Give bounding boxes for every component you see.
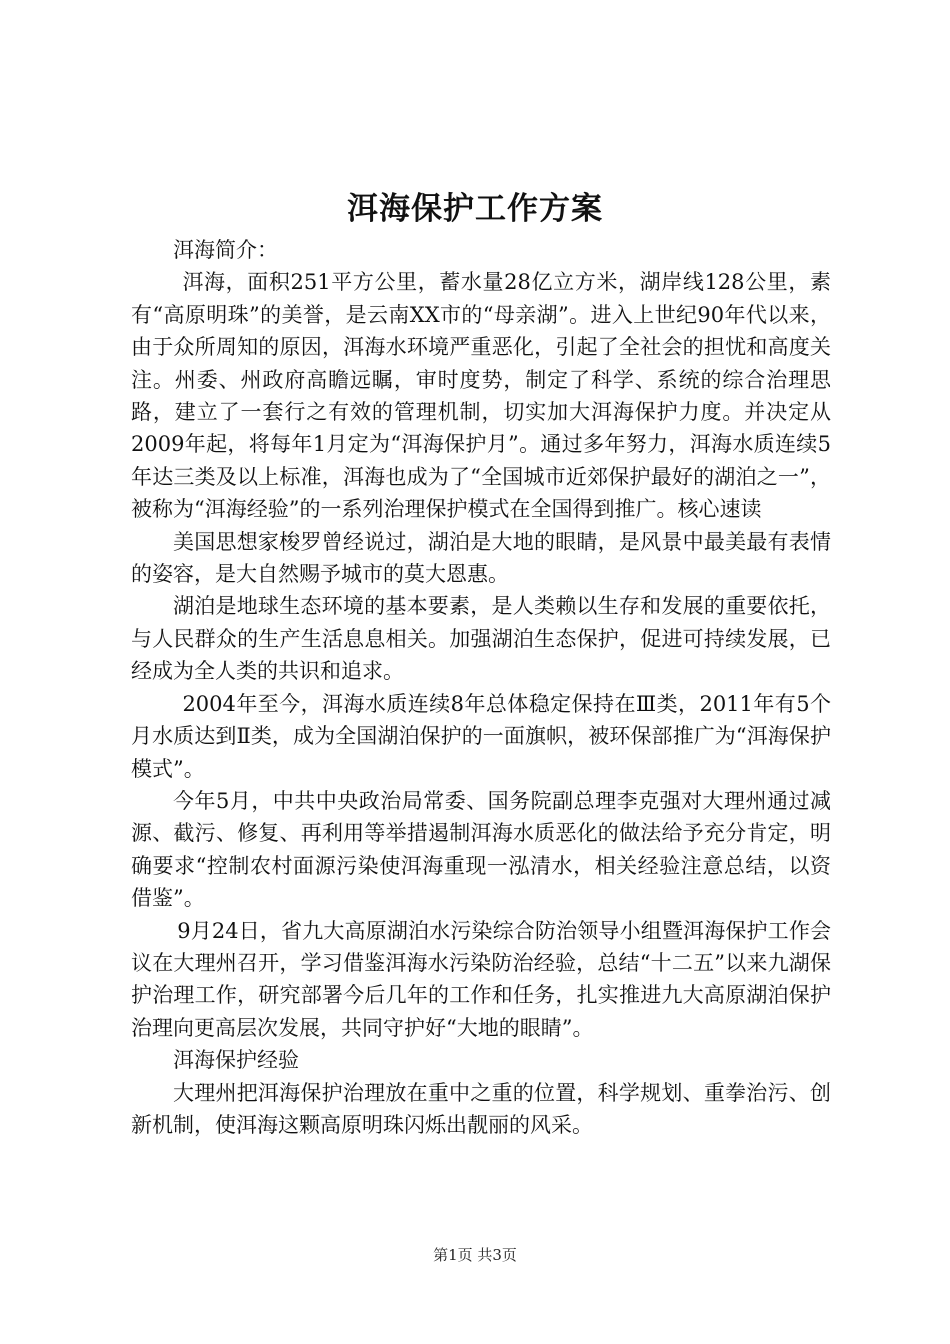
paragraph-intro: 洱海，面积251平方公里，蓄水量28亿立方米，湖岸线128公里，素有“高原明珠”的美誉，是云南XX市的“母亲湖”。进入上世纪90年代以来，由于众所周知的原因，洱海水环境严重恶化，引起了全社会的担忧和高度关注。州委、州政府高瞻远瞩，审时度势，制定了科学、系统的综合治理思路，建立了一套行之有效的管理机制，切实加大洱海保护力度。并决定从2009年起，将每年1月定为“洱海保护月”。通过多年努力，洱海水质连续5年达三类及以上标准，洱海也成为了“全国城市近郊保护最好的湖泊之一”，被称为“洱海经验”的一系列治理保护模式在全国得到推广。核心速读 bbox=[131, 270, 831, 522]
page-number-footer: 第1页 共3页 bbox=[433, 1246, 517, 1264]
paragraph-thoreau: 美国思想家梭罗曾经说过，湖泊是大地的眼睛，是风景中最美最有表情的姿容，是大自然赐予城市的莫大恩惠。 bbox=[131, 529, 831, 587]
paragraph-dali-protection: 大理州把洱海保护治理放在重中之重的位置，科学规划、重拳治污、创新机制，使洱海这颗高原明珠闪烁出靓丽的风采。 bbox=[131, 1080, 831, 1137]
paragraph-sept-meeting: 9月24日，省九大高原湖泊水污染综合防治领导小组暨洱海保护工作会议在大理州召开，学习借鉴洱海水污染防治经验，总结“十二五”以来九湖保护治理工作，研究部署今后几年的工作和任务，扎实推进九大高原湖泊保护治理向更高层次发展，共同守护好“大地的眼睛”。 bbox=[131, 918, 831, 1040]
document-body bbox=[131, 234, 831, 1141]
section-heading-intro: 洱海简介： bbox=[173, 238, 278, 262]
paragraph-water-quality: 2004年至今，洱海水质连续8年总体稳定保持在Ⅲ类，2011年有5个月水质达到Ⅱ类，成为全国湖泊保护的一面旗帜，被环保部推广为“洱海保护模式”。 bbox=[131, 691, 831, 781]
paragraph-may-affirmation: 今年5月，中共中央政治局常委、国务院副总理李克强对大理州通过减源、截污、修复、再利用等举措遏制洱海水质恶化的做法给予充分肯定，明确要求“控制农村面源污染使洱海重现一泓清水，相关经验注意总结，以资借鉴”。 bbox=[131, 788, 831, 911]
section-heading-experience: 洱海保护经验 bbox=[173, 1048, 299, 1073]
paragraph-lake-ecology: 湖泊是地球生态环境的基本要素，是人类赖以生存和发展的重要依托，与人民群众的生产生活息息相关。加强湖泊生态保护，促进可持续发展，已经成为全人类的共识和追求。 bbox=[131, 594, 831, 684]
document-title: 洱海保护工作方案 bbox=[347, 191, 603, 227]
